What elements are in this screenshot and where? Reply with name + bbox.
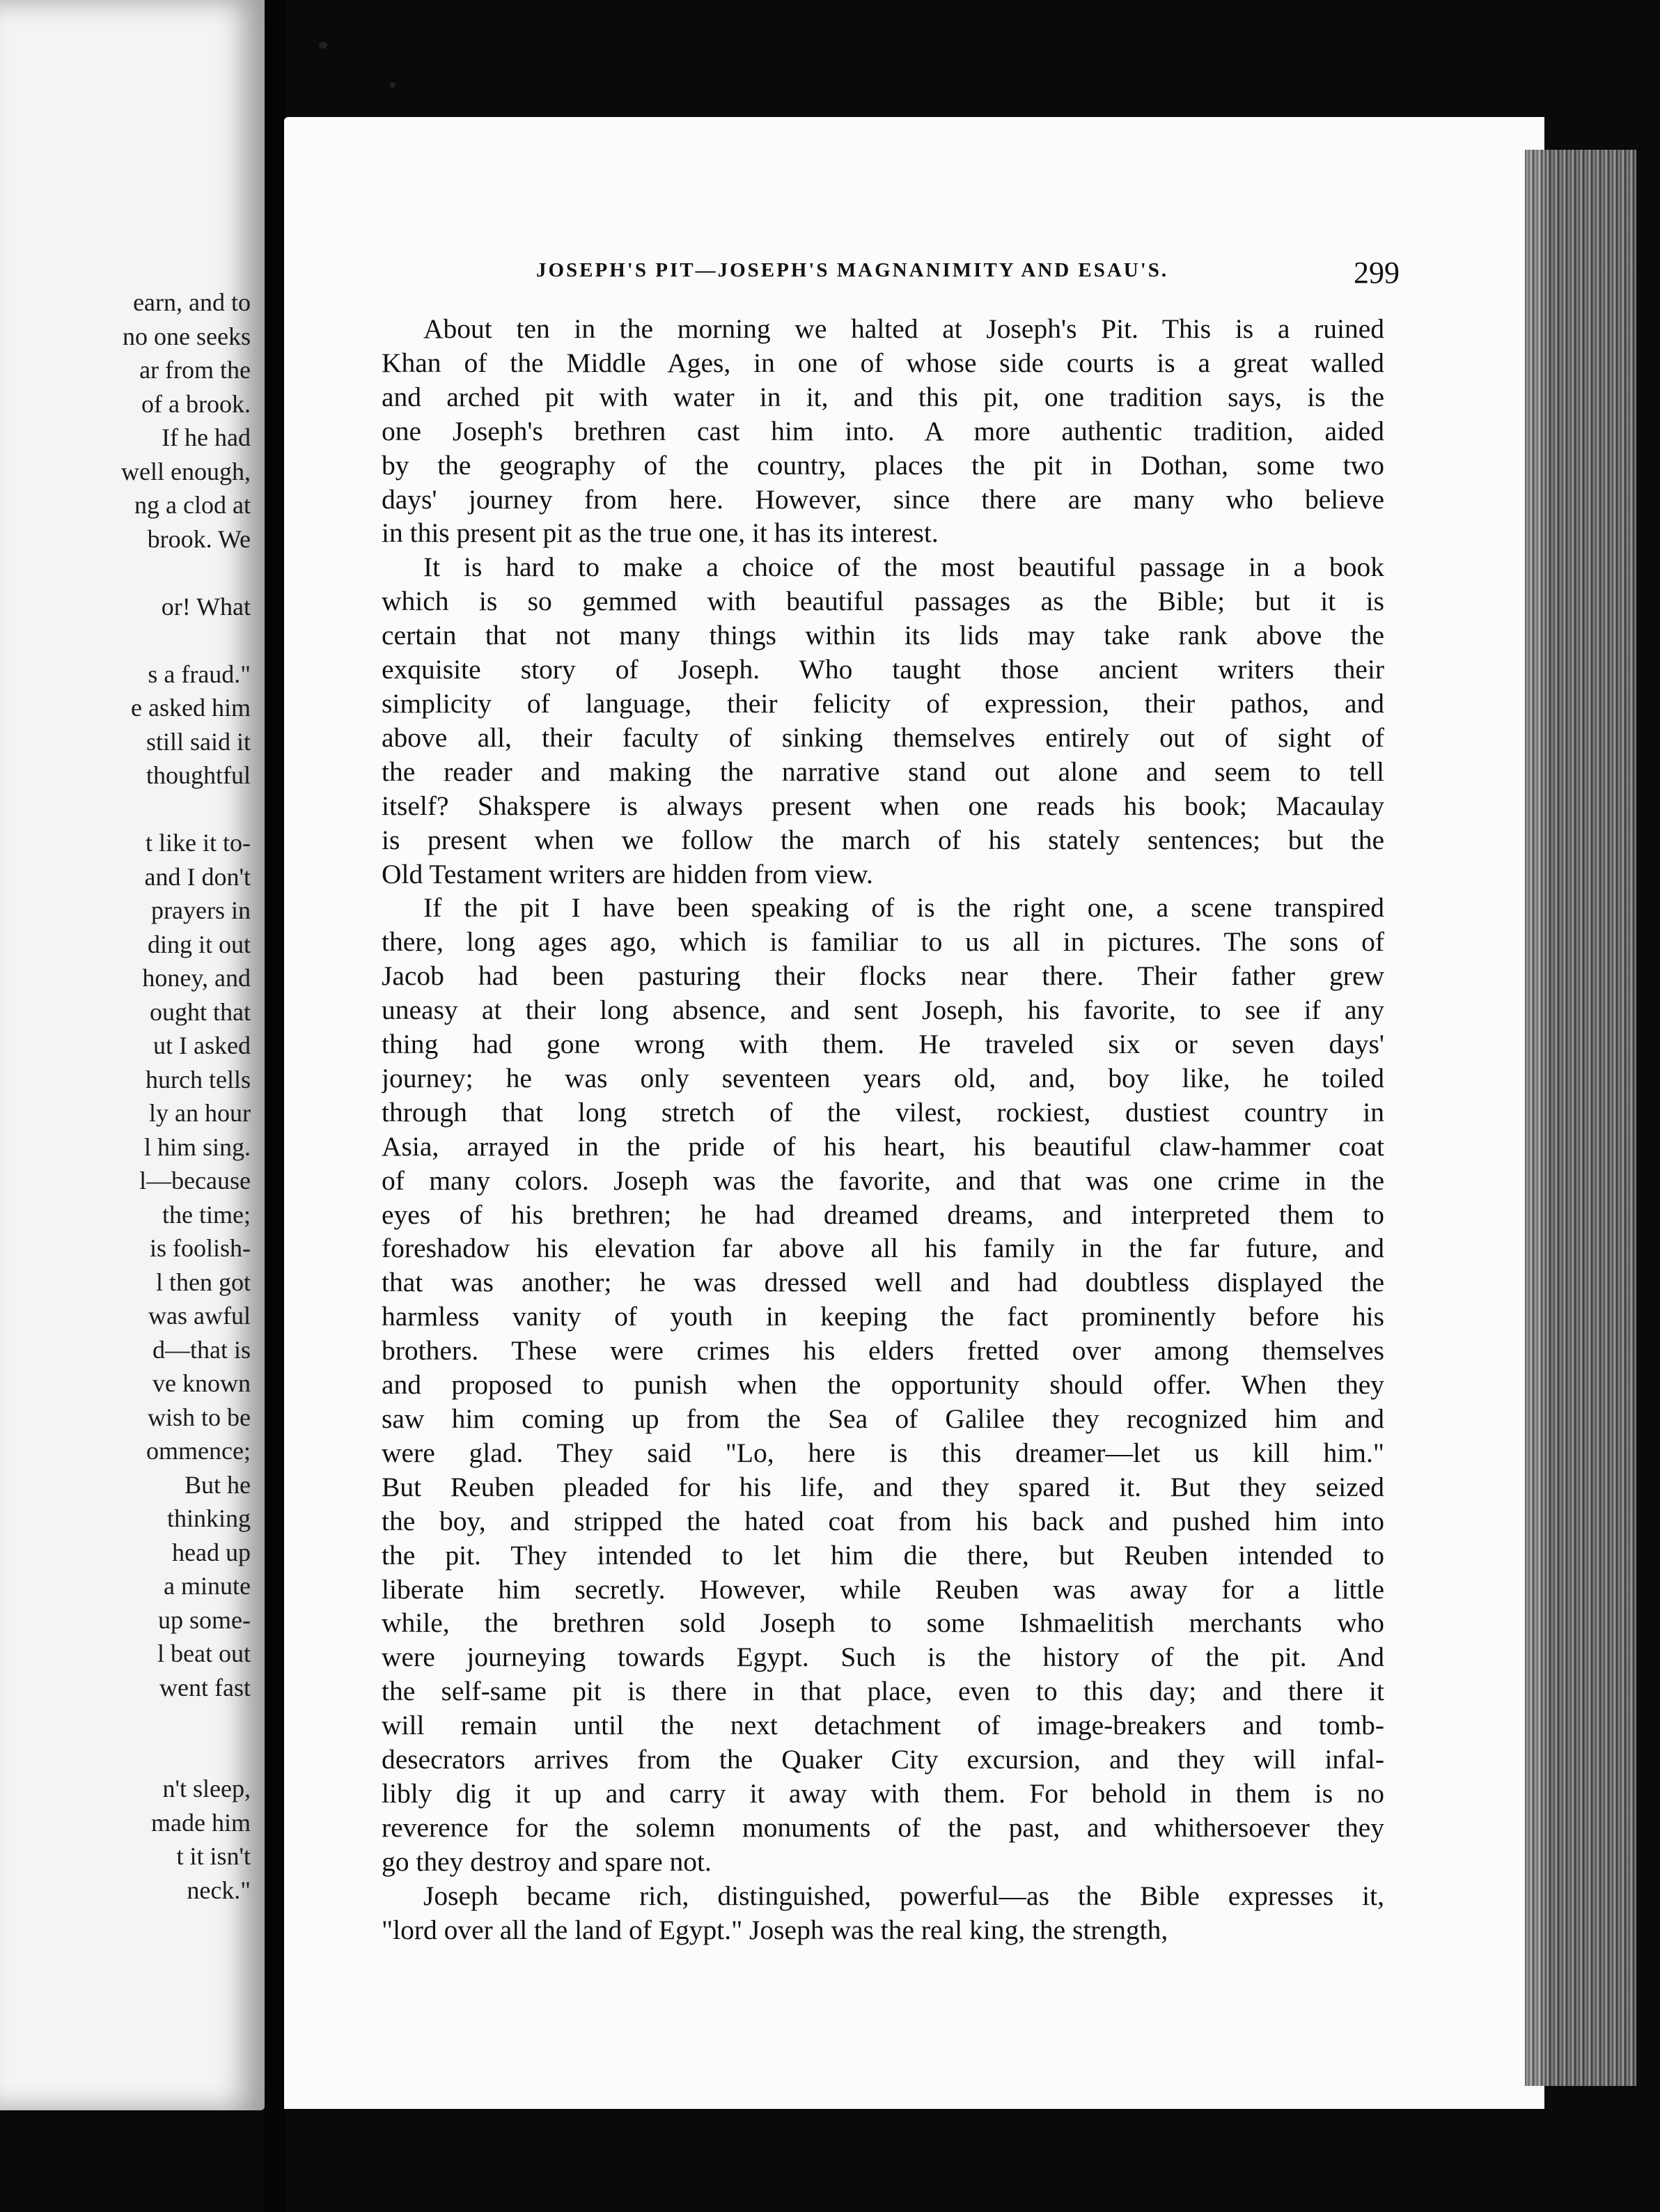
text-line: About ten in the morning we halted at Joseph's Pit. This is a ruined [423,313,1384,344]
text-line: eyes of his brethren; he had dreamed dreams, and interpreted them to [382,1199,1384,1230]
left-page-line: e asked him [131,694,251,722]
left-page-line: and I don't [144,862,251,891]
left-page-line: l—because [139,1167,251,1194]
left-page-line [0,793,251,827]
text-line: which is so gemmed with beautiful passages as the Bible; but it is [382,586,1384,617]
text-line: It is hard to make a choice of the most beautiful passage in a book [423,552,1384,583]
text-line: exquisite story of Joseph. Who taught those ancient writers their [382,654,1384,685]
text-line: simplicity of language, their felicity of expression, their pathos, and [382,687,1384,719]
left-page-line: made him [151,1808,251,1837]
text-line: were journeying towards Egypt. Such is the history of the pit. And [382,1642,1384,1673]
text-line: will remain until the next detachment of image-breakers and tomb- [382,1710,1384,1741]
left-page-line: honey, and [142,964,251,992]
left-page-line: ought that [150,997,251,1026]
left-page-line [0,556,251,590]
left-page-line: n't sleep, [162,1775,251,1802]
left-page-line: thoughtful [146,761,251,789]
text-line: the pit. They intended to let him die there, but Reuben intended to [382,1539,1384,1571]
text-line: saw him coming up from the Sea of Galilee they recognized him and [382,1403,1384,1434]
left-page-line: went fast [159,1673,251,1701]
text-line: days' journey from here. However, since there are many who believe [382,483,1384,515]
left-page-line: well enough, [121,457,251,485]
text-line: through that long stretch of the vilest, rockiest, dustiest country in [382,1096,1384,1128]
left-page-line: or! What [161,592,251,621]
left-page-line: l then got [156,1268,251,1296]
text-line: by the geography of the country, places the pit in Dothan, some two [382,449,1384,481]
text-line: there, long ages ago, which is familiar to us all in pictures. The sons of [382,926,1384,958]
left-page-line [0,623,251,657]
text-line: thing had gone wrong with them. He traveled six or seven days' [382,1029,1384,1060]
left-page-line: ly an hour [149,1099,251,1127]
left-page-line: was awful [148,1302,251,1330]
text-line: "lord over all the land of Egypt." Joseph was the real king, the strength, [382,1914,1168,1945]
text-line: the boy, and stripped the hated coat from his back and pushed him into [382,1505,1384,1536]
scan-speck [390,82,396,88]
text-line: above all, their faculty of sinking themselves entirely out of sight of [382,722,1384,753]
text-line: while, the brethren sold Joseph to some Ishmaelitish merchants who [382,1607,1384,1639]
text-line: reverence for the solemn monuments of the past, and whithersoever they [382,1812,1384,1843]
paragraph [382,550,1384,891]
text-line: in this present pit as the true one, it has its interest. [382,517,939,549]
left-page-line: ut I asked [153,1031,251,1059]
left-page-line: earn, and to [133,288,251,316]
text-line: foreshadow his elevation far above all his family in the far future, and [382,1233,1384,1264]
text-line: and arched pit with water in it, and this pit, one tradition says, is the [382,381,1384,412]
paragraph [382,1879,1384,1947]
left-facing-page [0,0,265,2110]
left-page-line: l him sing. [143,1132,251,1161]
left-page-line: prayers in [151,896,251,924]
text-line: go they destroy and spare not. [382,1846,712,1877]
left-page-line: ve known [152,1369,251,1397]
text-line: itself? Shakspere is always present when one reads his book; Macaulay [382,790,1384,821]
text-line: harmless vanity of youth in keeping the fact prominently before his [382,1301,1384,1332]
left-page-line: a minute [164,1572,251,1600]
body-text [382,312,1384,1947]
left-page-line: wish to be [148,1403,251,1431]
left-page-line: ding it out [147,930,251,958]
left-page-line: But he [185,1470,251,1499]
text-line: and proposed to punish when the opportunity should offer. When they [382,1369,1384,1401]
left-page-line: up some- [158,1605,251,1634]
running-head: JOSEPH'S PIT—JOSEPH'S MAGNANIMITY AND ESAU'S. [536,259,1169,281]
left-page-line [0,1738,251,1773]
text-line: journey; he was only seventeen years old, and, boy like, he toiled [382,1062,1384,1093]
left-page-line: thinking [166,1504,251,1532]
page-header [536,256,1400,301]
page-edges [1525,150,1636,2086]
left-page-line: still said it [146,727,251,756]
left-page-line: head up [172,1538,251,1566]
left-page-line: t like it to- [146,829,251,857]
left-page-line: is foolish- [149,1234,251,1262]
left-page-line: hurch tells [146,1065,251,1093]
page-number: 299 [1354,256,1400,290]
left-page-line: ng a clod at [134,491,251,519]
text-line: Khan of the Middle Ages, in one of whose side courts is a great walled [382,347,1384,378]
left-page-line: l beat out [157,1639,251,1667]
text-line: the self-same pit is there in that place, even to this day; and there it [382,1676,1384,1707]
text-line: Joseph became rich, distinguished, powerful—as the Bible expresses it, [423,1880,1384,1911]
text-line: desecrators arrives from the Quaker City excursion, and they will infal- [382,1744,1384,1775]
left-page-line: t it isn't [176,1842,251,1870]
left-page-line: of a brook. [141,389,251,418]
text-line: is present when we follow the march of his stately sentences; but the [382,824,1384,855]
left-page-line: the time; [162,1200,251,1229]
left-page-line: If he had [162,423,251,451]
text-line: Jacob had been pasturing their flocks near there. Their father grew [382,960,1384,992]
text-line: one Joseph's brethren cast him into. A more authentic tradition, aided [382,415,1384,446]
text-line: Asia, arrayed in the pride of his heart, his beautiful claw-hammer coat [382,1130,1384,1162]
text-line: If the pit I have been speaking of is the right one, a scene transpired [423,892,1384,924]
paragraph [382,891,1384,1878]
left-page-line: ar from the [139,356,251,384]
left-page-line: d—that is [152,1335,251,1364]
left-page-line: ommence; [146,1437,251,1465]
text-line: uneasy at their long absence, and sent Joseph, his favorite, to see if any [382,995,1384,1026]
text-line: of many colors. Joseph was the favorite, and that was one crime in the [382,1165,1384,1196]
text-line: brothers. These were crimes his elders fretted over among themselves [382,1335,1384,1366]
left-page-line: s a fraud." [148,660,251,688]
left-page-line: no one seeks [123,322,251,350]
text-line: certain that not many things within its lids may take rank above the [382,620,1384,651]
text-line: But Reuben pleaded for his life, and they spared it. But they seized [382,1471,1384,1502]
left-page-line: brook. We [147,524,251,553]
paragraph [382,312,1384,550]
text-line: libly dig it up and carry it away with them. For behold in them is no [382,1777,1384,1809]
left-page-line: neck." [187,1876,251,1904]
left-page-line [0,1704,251,1738]
text-line: that was another; he was dressed well and had doubtless displayed the [382,1267,1384,1298]
scan-speck [319,42,327,49]
text-line: Old Testament writers are hidden from view. [382,858,873,889]
text-line: liberate him secretly. However, while Reuben was away for a little [382,1573,1384,1605]
text-line: the reader and making the narrative stand out alone and seem to tell [382,756,1384,787]
text-line: were glad. They said "Lo, here is this dreamer—let us kill him." [382,1437,1384,1468]
left-page-text [0,286,251,1907]
book-gutter [265,0,285,2212]
